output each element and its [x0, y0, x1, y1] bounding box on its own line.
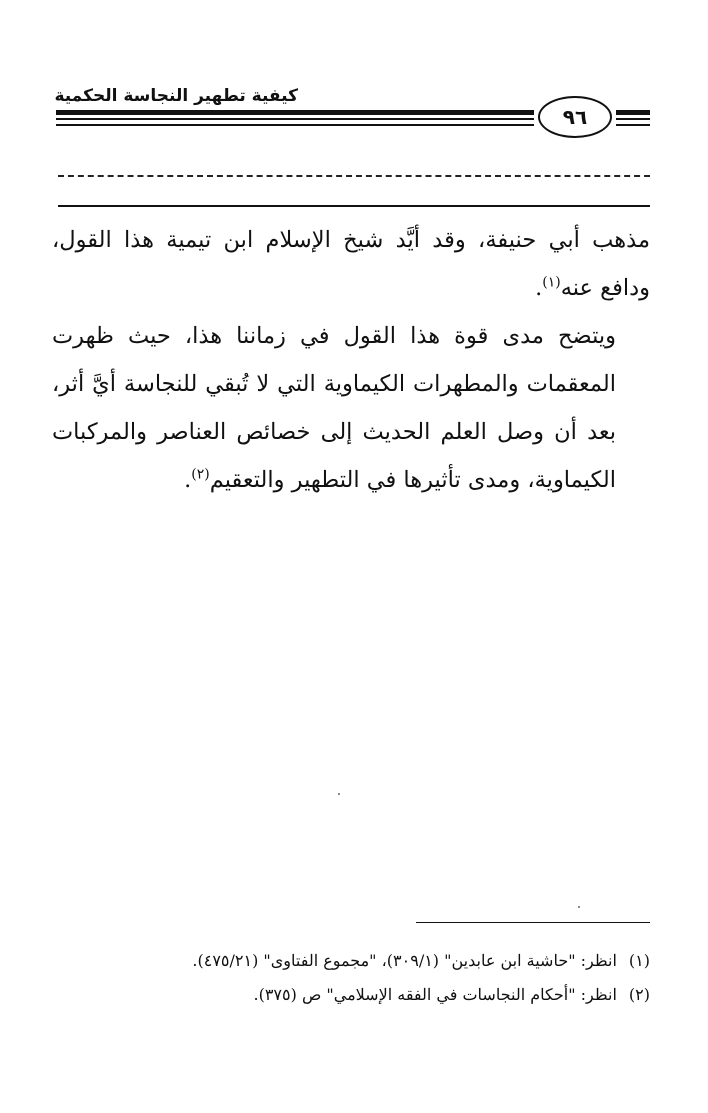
footnote-2-text: انظر: "أحكام النجاسات في الفقه الإسلامي" ص (٣٧٥). — [253, 985, 617, 1004]
solid-separator — [58, 205, 650, 207]
paragraph-1-text: مذهب أبي حنيفة، وقد أيَّد شيخ الإسلام ابن تيمية هذا القول، ودافع عنه — [52, 227, 650, 301]
paragraph-1-end: . — [535, 275, 543, 301]
footnote-ref-1[interactable]: (١) — [542, 274, 561, 291]
footnote-2 — [140, 978, 650, 1012]
paragraph-2 — [52, 312, 650, 504]
footnote-1-number: (١) — [628, 951, 650, 970]
header-rule-right-thin — [616, 118, 650, 120]
footnote-separator — [416, 922, 650, 923]
paragraph-2-end: . — [184, 467, 192, 493]
page-number: ٩٦ — [562, 105, 588, 129]
running-header-title: كيفية تطهير النجاسة الحكمية — [54, 86, 298, 106]
main-text — [52, 216, 650, 504]
paragraph-1 — [52, 216, 650, 312]
header-rule-right-thin-lower — [616, 124, 650, 126]
paragraph-2-text: ويتضح مدى قوة هذا القول في زماننا هذا، حيث ظهرت المعقمات والمطهرات الكيماوية التي لا تُبقي للنجاسة أيَّ أثر، بعد أن وصل العلم الحديث إلى خصائص العناصر والمركبات الكيماوية، ومدى تأثيرها في التطهير والتعقيم — [52, 323, 616, 493]
scan-speck — [338, 793, 340, 795]
footnotes — [140, 944, 650, 1012]
header-rule-thin-lower — [56, 124, 534, 126]
dashed-separator — [58, 175, 650, 177]
footnote-1-text: انظر: "حاشية ابن عابدين" (٣٠٩/١)، "مجموع الفتاوى" (٤٧٥/٢١). — [192, 951, 617, 970]
page-number-badge — [538, 96, 612, 138]
scan-speck — [578, 906, 580, 908]
header-rule-right-thick — [616, 110, 650, 115]
footnote-ref-2[interactable]: (٢) — [191, 466, 210, 483]
footnote-2-number: (٢) — [628, 985, 650, 1004]
footnote-1 — [140, 944, 650, 978]
header-rule-thin — [56, 118, 534, 120]
header-rule-thick — [56, 110, 534, 115]
